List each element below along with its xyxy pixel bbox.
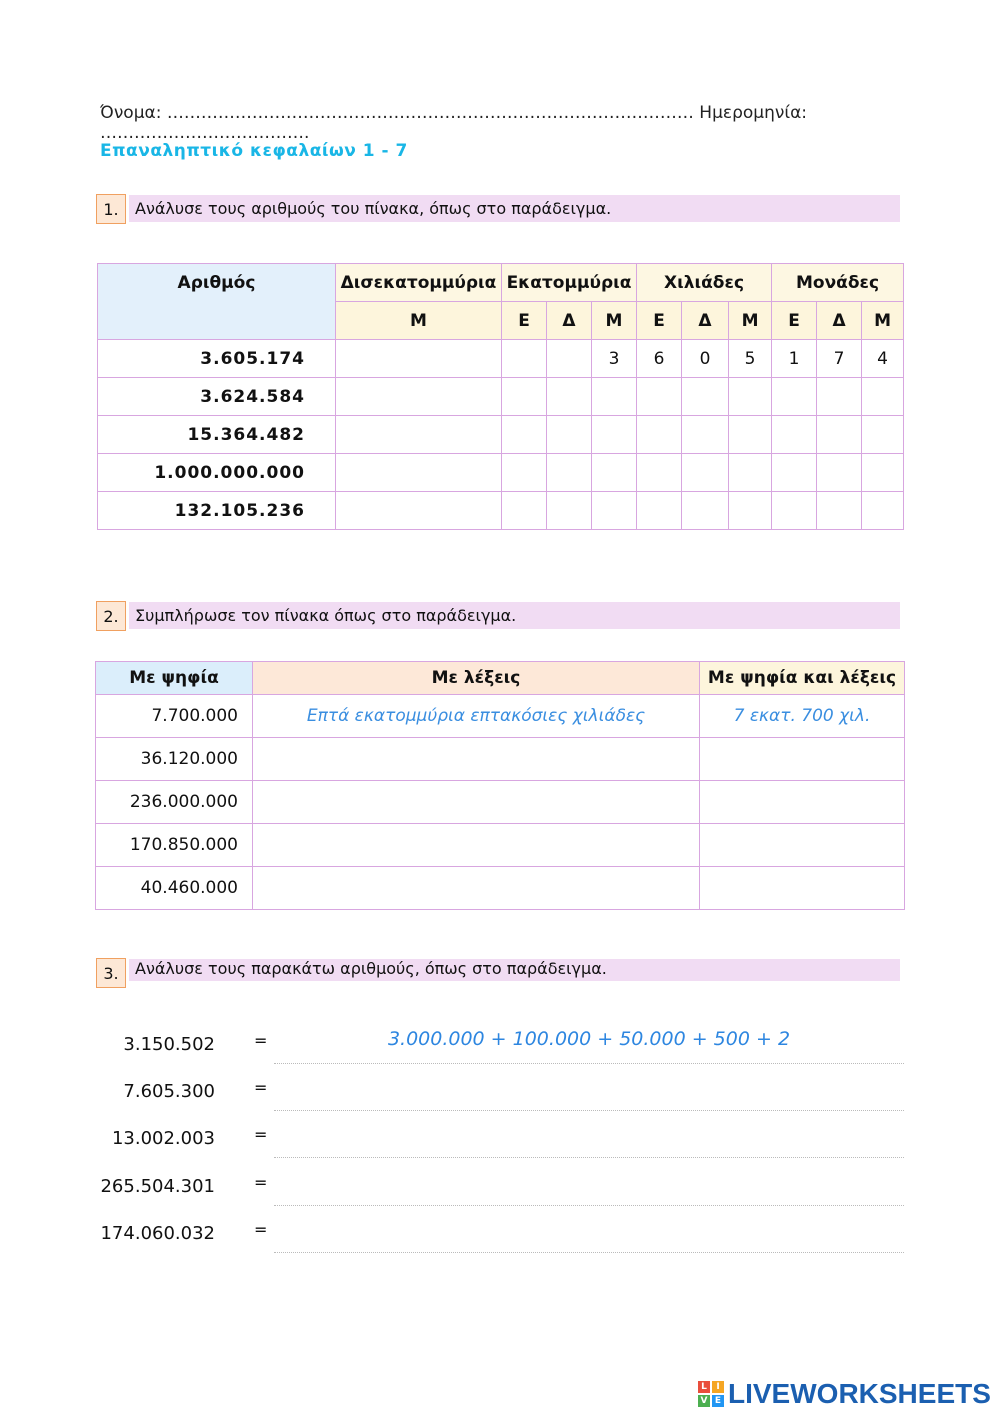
mixed-cell[interactable] [700, 824, 905, 867]
name-field[interactable]: ………………………………………………………………………………… [166, 103, 694, 123]
digit-cell[interactable]: 6 [637, 340, 682, 378]
digit-cell[interactable] [547, 416, 592, 454]
dotted-line [274, 1252, 904, 1253]
sub-header: Δ [547, 302, 592, 340]
section1-number: 1. [96, 194, 126, 224]
col-number-header: Αριθμός [98, 264, 336, 340]
mixed-cell[interactable] [700, 867, 905, 910]
digit-cell[interactable] [862, 378, 904, 416]
digit-cell[interactable] [862, 454, 904, 492]
digits-cell: 170.850.000 [96, 824, 253, 867]
digit-cell[interactable]: 1 [772, 340, 817, 378]
digit-cell[interactable] [637, 492, 682, 530]
digit-cell[interactable] [729, 454, 772, 492]
decompose-number: 265.504.301 [100, 1176, 215, 1197]
equals-sign: = [254, 1173, 268, 1192]
row-number: 3.605.174 [98, 340, 336, 378]
digit-cell[interactable] [817, 492, 862, 530]
digit-cell[interactable] [592, 378, 637, 416]
row-number: 132.105.236 [98, 492, 336, 530]
equals-sign: = [254, 1125, 268, 1144]
date-label: Ημερομηνία: [699, 103, 808, 123]
worksheet-title: Επαναληπτικό κεφαλαίων 1 - 7 [100, 141, 408, 161]
logo-tile: E [712, 1395, 724, 1407]
dotted-line [274, 1110, 904, 1111]
answer-field[interactable]: 3.000.000 + 100.000 + 50.000 + 500 + 2 [387, 1028, 791, 1050]
digit-cell[interactable]: 4 [862, 340, 904, 378]
logo-icon [698, 1381, 724, 1407]
section3-instruction: Ανάλυσε τους παρακάτω αριθμούς, όπως στο παράδειγμα. [129, 959, 900, 981]
place-value-table [97, 263, 904, 530]
table-row [98, 378, 904, 416]
digits-cell: 236.000.000 [96, 781, 253, 824]
sub-header: Μ [336, 302, 502, 340]
name-date-line [100, 103, 1000, 143]
dotted-line [274, 1205, 904, 1206]
digit-cell[interactable] [817, 378, 862, 416]
digit-cell[interactable] [547, 454, 592, 492]
digit-cell[interactable] [729, 492, 772, 530]
digit-cell[interactable] [637, 454, 682, 492]
name-label: Όνομα: [100, 103, 162, 123]
group-thousands: Χιλιάδες [637, 264, 772, 302]
digit-cell[interactable] [862, 416, 904, 454]
digit-cell[interactable] [729, 416, 772, 454]
decompose-number: 174.060.032 [100, 1223, 215, 1244]
brand-text: LIVEWORKSHEETS [728, 1378, 991, 1409]
digit-cell[interactable] [502, 378, 547, 416]
table-row [96, 695, 905, 738]
digit-cell[interactable] [637, 378, 682, 416]
digit-cell[interactable] [592, 454, 637, 492]
equals-sign: = [254, 1220, 268, 1239]
digits-cell: 40.460.000 [96, 867, 253, 910]
row-number: 15.364.482 [98, 416, 336, 454]
header-digits: Με ψηφία [96, 662, 253, 695]
words-cell[interactable]: Επτά εκατομμύρια επτακόσιες χιλιάδες [253, 695, 700, 738]
digit-cell[interactable] [682, 454, 729, 492]
table-row [98, 416, 904, 454]
digit-cell[interactable] [336, 378, 502, 416]
section2-number: 2. [96, 601, 126, 631]
decompose-number: 7.605.300 [123, 1081, 215, 1102]
table-row [98, 492, 904, 530]
digit-cell[interactable] [637, 416, 682, 454]
sub-header: Μ [729, 302, 772, 340]
number-words-table [95, 661, 905, 910]
digit-cell[interactable] [336, 416, 502, 454]
digit-cell[interactable] [682, 378, 729, 416]
equals-sign: = [254, 1078, 268, 1097]
sub-header: Ε [502, 302, 547, 340]
table-row [96, 867, 905, 910]
digit-cell[interactable] [547, 340, 592, 378]
words-cell[interactable] [253, 781, 700, 824]
decompose-number: 13.002.003 [111, 1128, 215, 1149]
digit-cell[interactable] [772, 492, 817, 530]
digit-cell[interactable] [862, 492, 904, 530]
section3-number: 3. [96, 958, 126, 988]
mixed-cell[interactable] [700, 738, 905, 781]
digit-cell[interactable] [336, 454, 502, 492]
dotted-line [274, 1063, 904, 1064]
table-row [96, 781, 905, 824]
digit-cell[interactable]: 7 [817, 340, 862, 378]
sub-header: Μ [592, 302, 637, 340]
row-number: 3.624.584 [98, 378, 336, 416]
table-row [98, 340, 904, 378]
group-units: Μονάδες [772, 264, 904, 302]
logo-tile: L [698, 1381, 710, 1393]
digit-cell[interactable] [592, 492, 637, 530]
decompose-number: 3.150.502 [123, 1034, 215, 1055]
section1-instruction: Ανάλυσε τους αριθμούς του πίνακα, όπως στο παράδειγμα. [129, 195, 900, 222]
digit-cell[interactable] [817, 416, 862, 454]
words-cell[interactable] [253, 738, 700, 781]
header-mixed: Με ψηφία και λέξεις [700, 662, 905, 695]
section2-instruction: Συμπλήρωσε τον πίνακα όπως στο παράδειγμα. [129, 602, 900, 629]
sub-header: Δ [682, 302, 729, 340]
words-cell[interactable] [253, 867, 700, 910]
equals-sign: = [254, 1031, 268, 1050]
sub-header: Μ [862, 302, 904, 340]
digit-cell[interactable] [336, 340, 502, 378]
digit-cell[interactable] [592, 416, 637, 454]
sub-header: Ε [772, 302, 817, 340]
digit-cell[interactable] [502, 492, 547, 530]
digit-cell[interactable] [547, 378, 592, 416]
digit-cell[interactable] [729, 378, 772, 416]
digit-cell[interactable] [336, 492, 502, 530]
digit-cell[interactable] [772, 416, 817, 454]
mixed-cell[interactable]: 7 εκατ. 700 χιλ. [700, 695, 905, 738]
digit-cell[interactable] [502, 416, 547, 454]
digit-cell[interactable]: 0 [682, 340, 729, 378]
mixed-cell[interactable] [700, 781, 905, 824]
digits-cell: 36.120.000 [96, 738, 253, 781]
digit-cell[interactable] [772, 378, 817, 416]
digit-cell[interactable] [502, 454, 547, 492]
dotted-line [274, 1157, 904, 1158]
logo-tile: V [698, 1395, 710, 1407]
digit-cell[interactable] [682, 416, 729, 454]
table-row [96, 738, 905, 781]
liveworksheets-logo [698, 1378, 991, 1410]
row-number: 1.000.000.000 [98, 454, 336, 492]
digit-cell[interactable] [772, 454, 817, 492]
digit-cell[interactable] [682, 492, 729, 530]
table-row [98, 454, 904, 492]
digits-cell: 7.700.000 [96, 695, 253, 738]
digit-cell[interactable] [817, 454, 862, 492]
digit-cell[interactable]: 5 [729, 340, 772, 378]
sub-header: Ε [637, 302, 682, 340]
date-field[interactable]: ………………………………. [100, 123, 310, 143]
sub-header: Δ [817, 302, 862, 340]
digit-cell[interactable]: 3 [592, 340, 637, 378]
group-billions: Δισεκατομμύρια [336, 264, 502, 302]
logo-tile: I [712, 1381, 724, 1393]
digit-cell[interactable] [547, 492, 592, 530]
words-cell[interactable] [253, 824, 700, 867]
table-row [96, 824, 905, 867]
header-words: Με λέξεις [253, 662, 700, 695]
group-millions: Εκατομμύρια [502, 264, 637, 302]
digit-cell[interactable] [502, 340, 547, 378]
